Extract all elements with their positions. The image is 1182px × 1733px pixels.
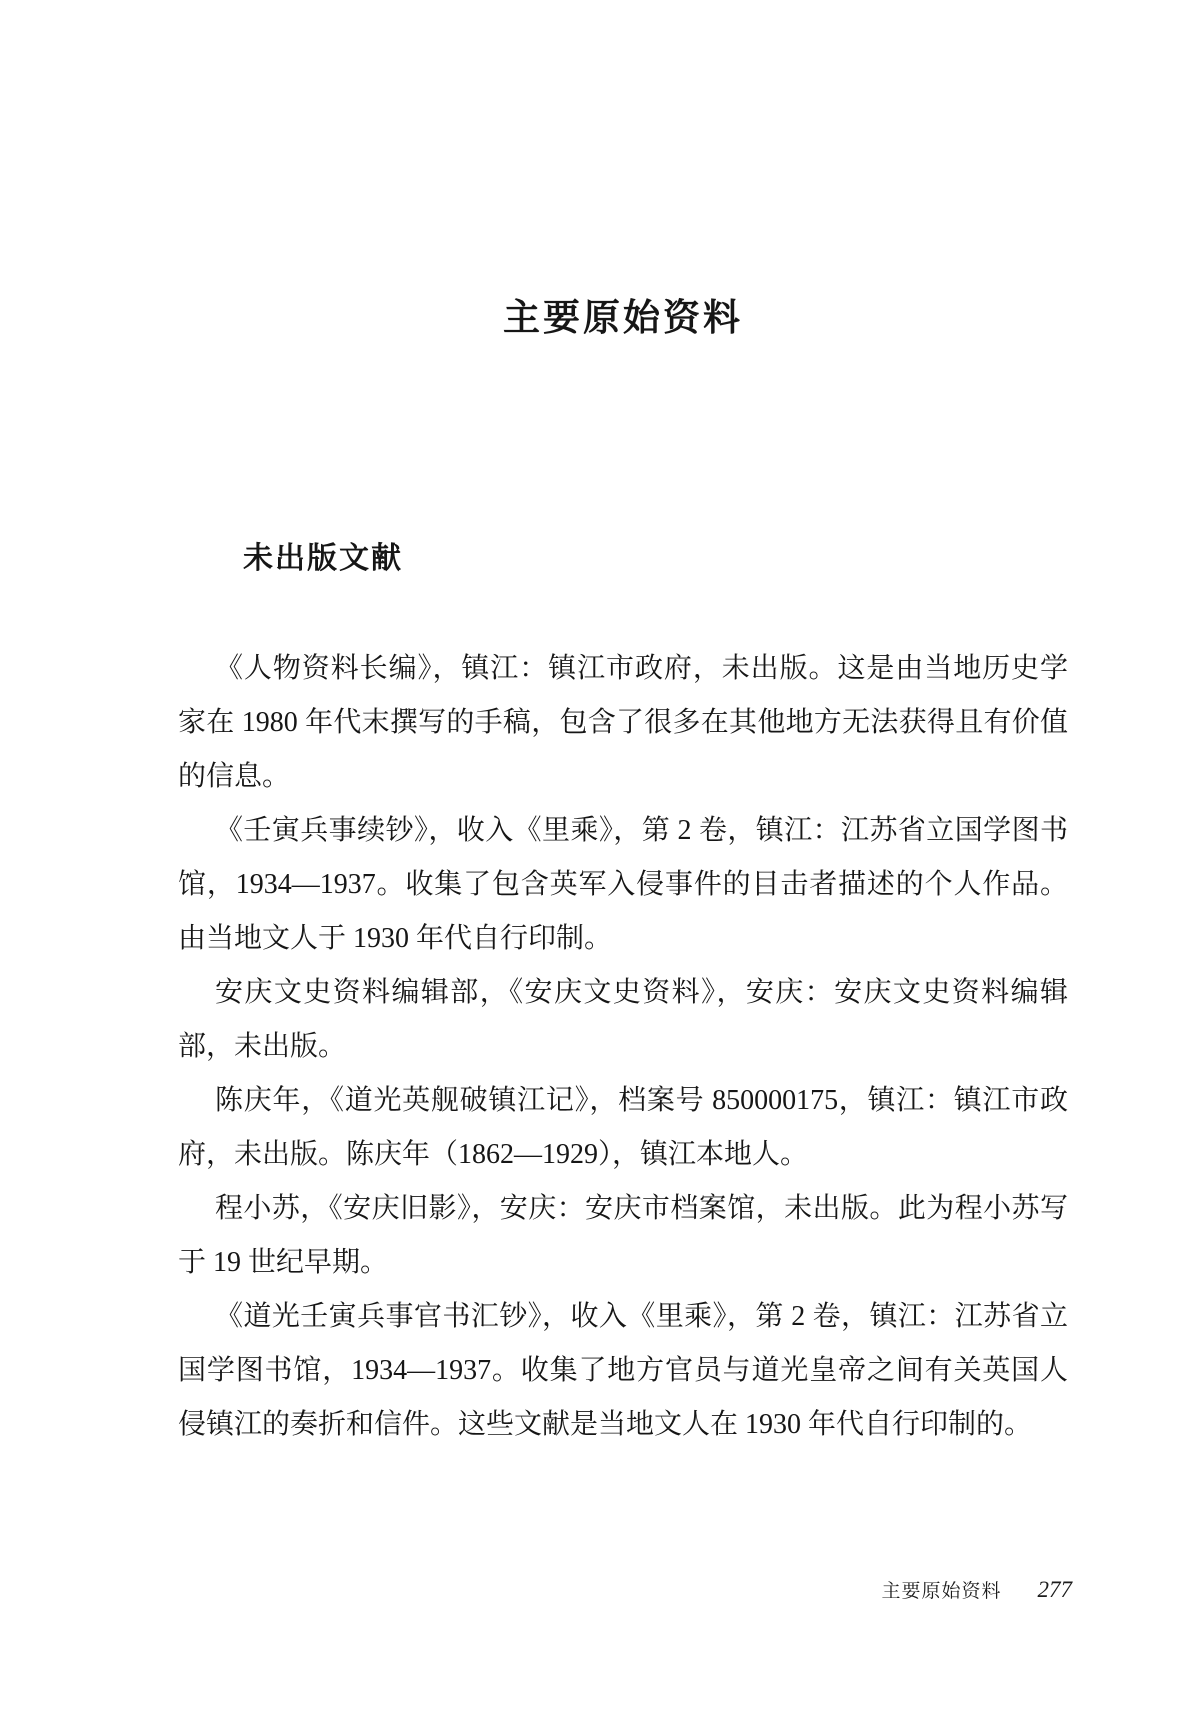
bibliography-entry: 《人物资料长编》，镇江：镇江市政府，未出版。这是由当地历史学家在 1980 年代末撰写的手稿，包含了很多在其他地方无法获得且有价值的信息。 (178, 653, 1068, 792)
bibliography-entry: 程小苏，《安庆旧影》，安庆：安庆市档案馆，未出版。此为程小苏写于 19 世纪早期。 (178, 1193, 1068, 1278)
bibliography-list (178, 642, 1068, 1452)
bibliography-entry: 安庆文史资料编辑部，《安庆文史资料》，安庆：安庆文史资料编辑部，未出版。 (178, 977, 1068, 1062)
bibliography-entry: 《道光壬寅兵事官书汇钞》，收入《里乘》，第 2 卷，镇江：江苏省立国学图书馆，1934—1937。收集了地方官员与道光皇帝之间有关英国人侵镇江的奏折和信件。这些文献是当地文人在 1930 年代自行印制的。 (178, 1301, 1068, 1440)
footer-page-number: 277 (1037, 1577, 1072, 1602)
section-heading: 未出版文献 (243, 542, 403, 575)
bibliography-entry: 《壬寅兵事续钞》，收入《里乘》，第 2 卷，镇江：江苏省立国学图书馆，1934—1937。收集了包含英军入侵事件的目击者描述的个人作品。由当地文人于 1930 年代自行印制。 (178, 815, 1068, 954)
bibliography-entry: 陈庆年，《道光英舰破镇江记》，档案号 850000175，镇江：镇江市政府，未出版。陈庆年（1862—1929），镇江本地人。 (178, 1085, 1068, 1170)
footer-running-title: 主要原始资料 (881, 1581, 1002, 1602)
page-title: 主要原始资料 (503, 298, 743, 339)
page-footer (178, 1576, 1072, 1603)
